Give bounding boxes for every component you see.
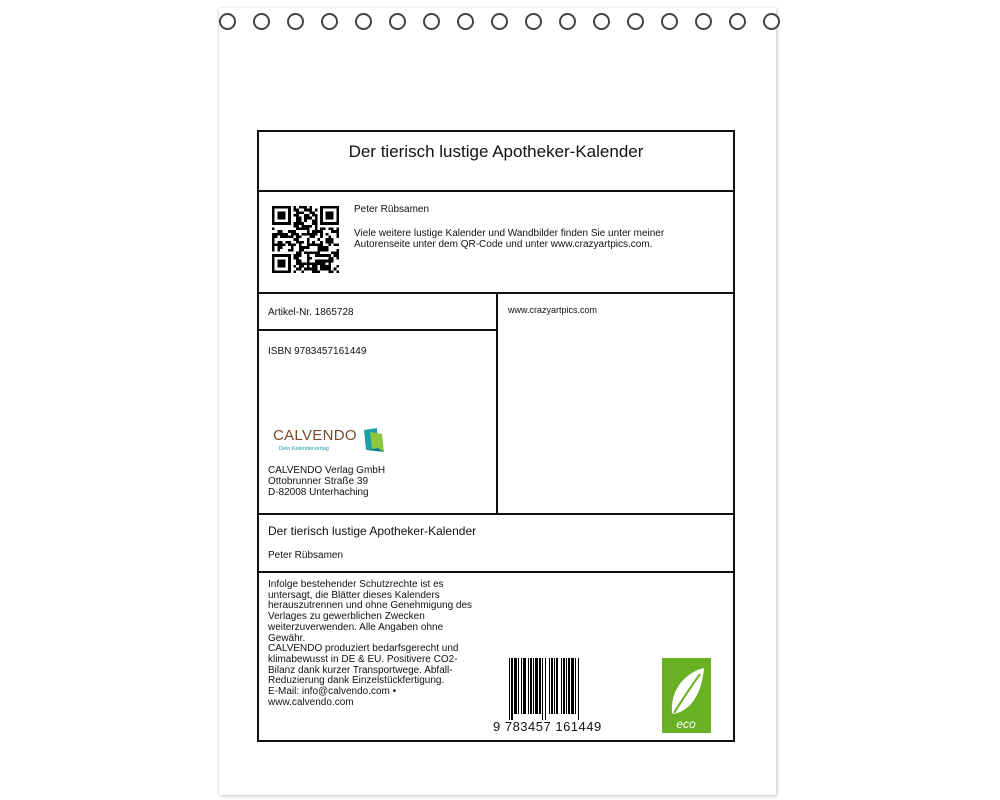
binding-ring	[763, 13, 780, 30]
website-link: www.crazyartpics.com	[508, 305, 598, 315]
binding-ring	[627, 13, 644, 30]
logo-tagline: Dein Kalenderverlag	[279, 446, 329, 452]
binding-ring	[219, 13, 236, 30]
binding-ring	[729, 13, 746, 30]
binding-ring	[253, 13, 270, 30]
spiral-binding	[219, 13, 779, 33]
divider	[257, 329, 498, 331]
calvendo-logo	[272, 424, 387, 456]
binding-ring	[695, 13, 712, 30]
binding-ring	[287, 13, 304, 30]
binding-ring	[593, 13, 610, 30]
divider	[257, 571, 735, 573]
divider	[257, 190, 735, 192]
calendar-title: Der tierisch lustige Apotheker-Kalender	[348, 142, 644, 161]
barcode-icon	[507, 658, 627, 720]
calendar-title-repeat: Der tierisch lustige Apotheker-Kalender	[268, 524, 477, 538]
legal-notice: Infolge bestehender Schutzrechte ist es untersagt, die Blätter dieses Kalenders herauszutrennen und ohne Genehmigung des Verlages zu gewerblichen Zwecken weiterzuverwenden. Alle Angaben ohne Gewähr. CALVENDO produziert bedarfsgerecht und klimabewusst in DE & EU. Positivere CO2- Bilanz dank kurzer Transportwege. Abfall- Reduzierung dank Einzelstückfertigung. E-Mail: info@calvendo.com • www.calvendo.com	[268, 579, 473, 708]
logo-wordmark: CALVENDO	[273, 427, 357, 444]
author-name: Peter Rübsamen	[354, 204, 430, 215]
isbn: ISBN 9783457161449	[268, 346, 367, 357]
article-number: Artikel-Nr. 1865728	[268, 307, 354, 318]
binding-ring	[491, 13, 508, 30]
binding-ring	[525, 13, 542, 30]
binding-ring	[423, 13, 440, 30]
binding-ring	[661, 13, 678, 30]
binding-ring	[457, 13, 474, 30]
binding-ring	[321, 13, 338, 30]
author-name-repeat: Peter Rübsamen	[268, 550, 344, 561]
divider	[496, 292, 498, 515]
binding-ring	[559, 13, 576, 30]
author-note: Viele weitere lustige Kalender und Wandbilder finden Sie unter meiner Autorenseite unter dem QR-Code und unter www.crazyartpics.com.	[354, 228, 665, 250]
barcode-number: 9 783457 161449	[493, 719, 602, 734]
binding-ring	[389, 13, 406, 30]
eco-label: eco	[676, 717, 696, 731]
eco-leaf-icon	[662, 658, 711, 733]
qr-code-icon	[272, 206, 339, 273]
binding-ring	[355, 13, 372, 30]
publisher-address: CALVENDO Verlag GmbH Ottobrunner Straße 39 D-82008 Unterhaching	[268, 465, 386, 498]
